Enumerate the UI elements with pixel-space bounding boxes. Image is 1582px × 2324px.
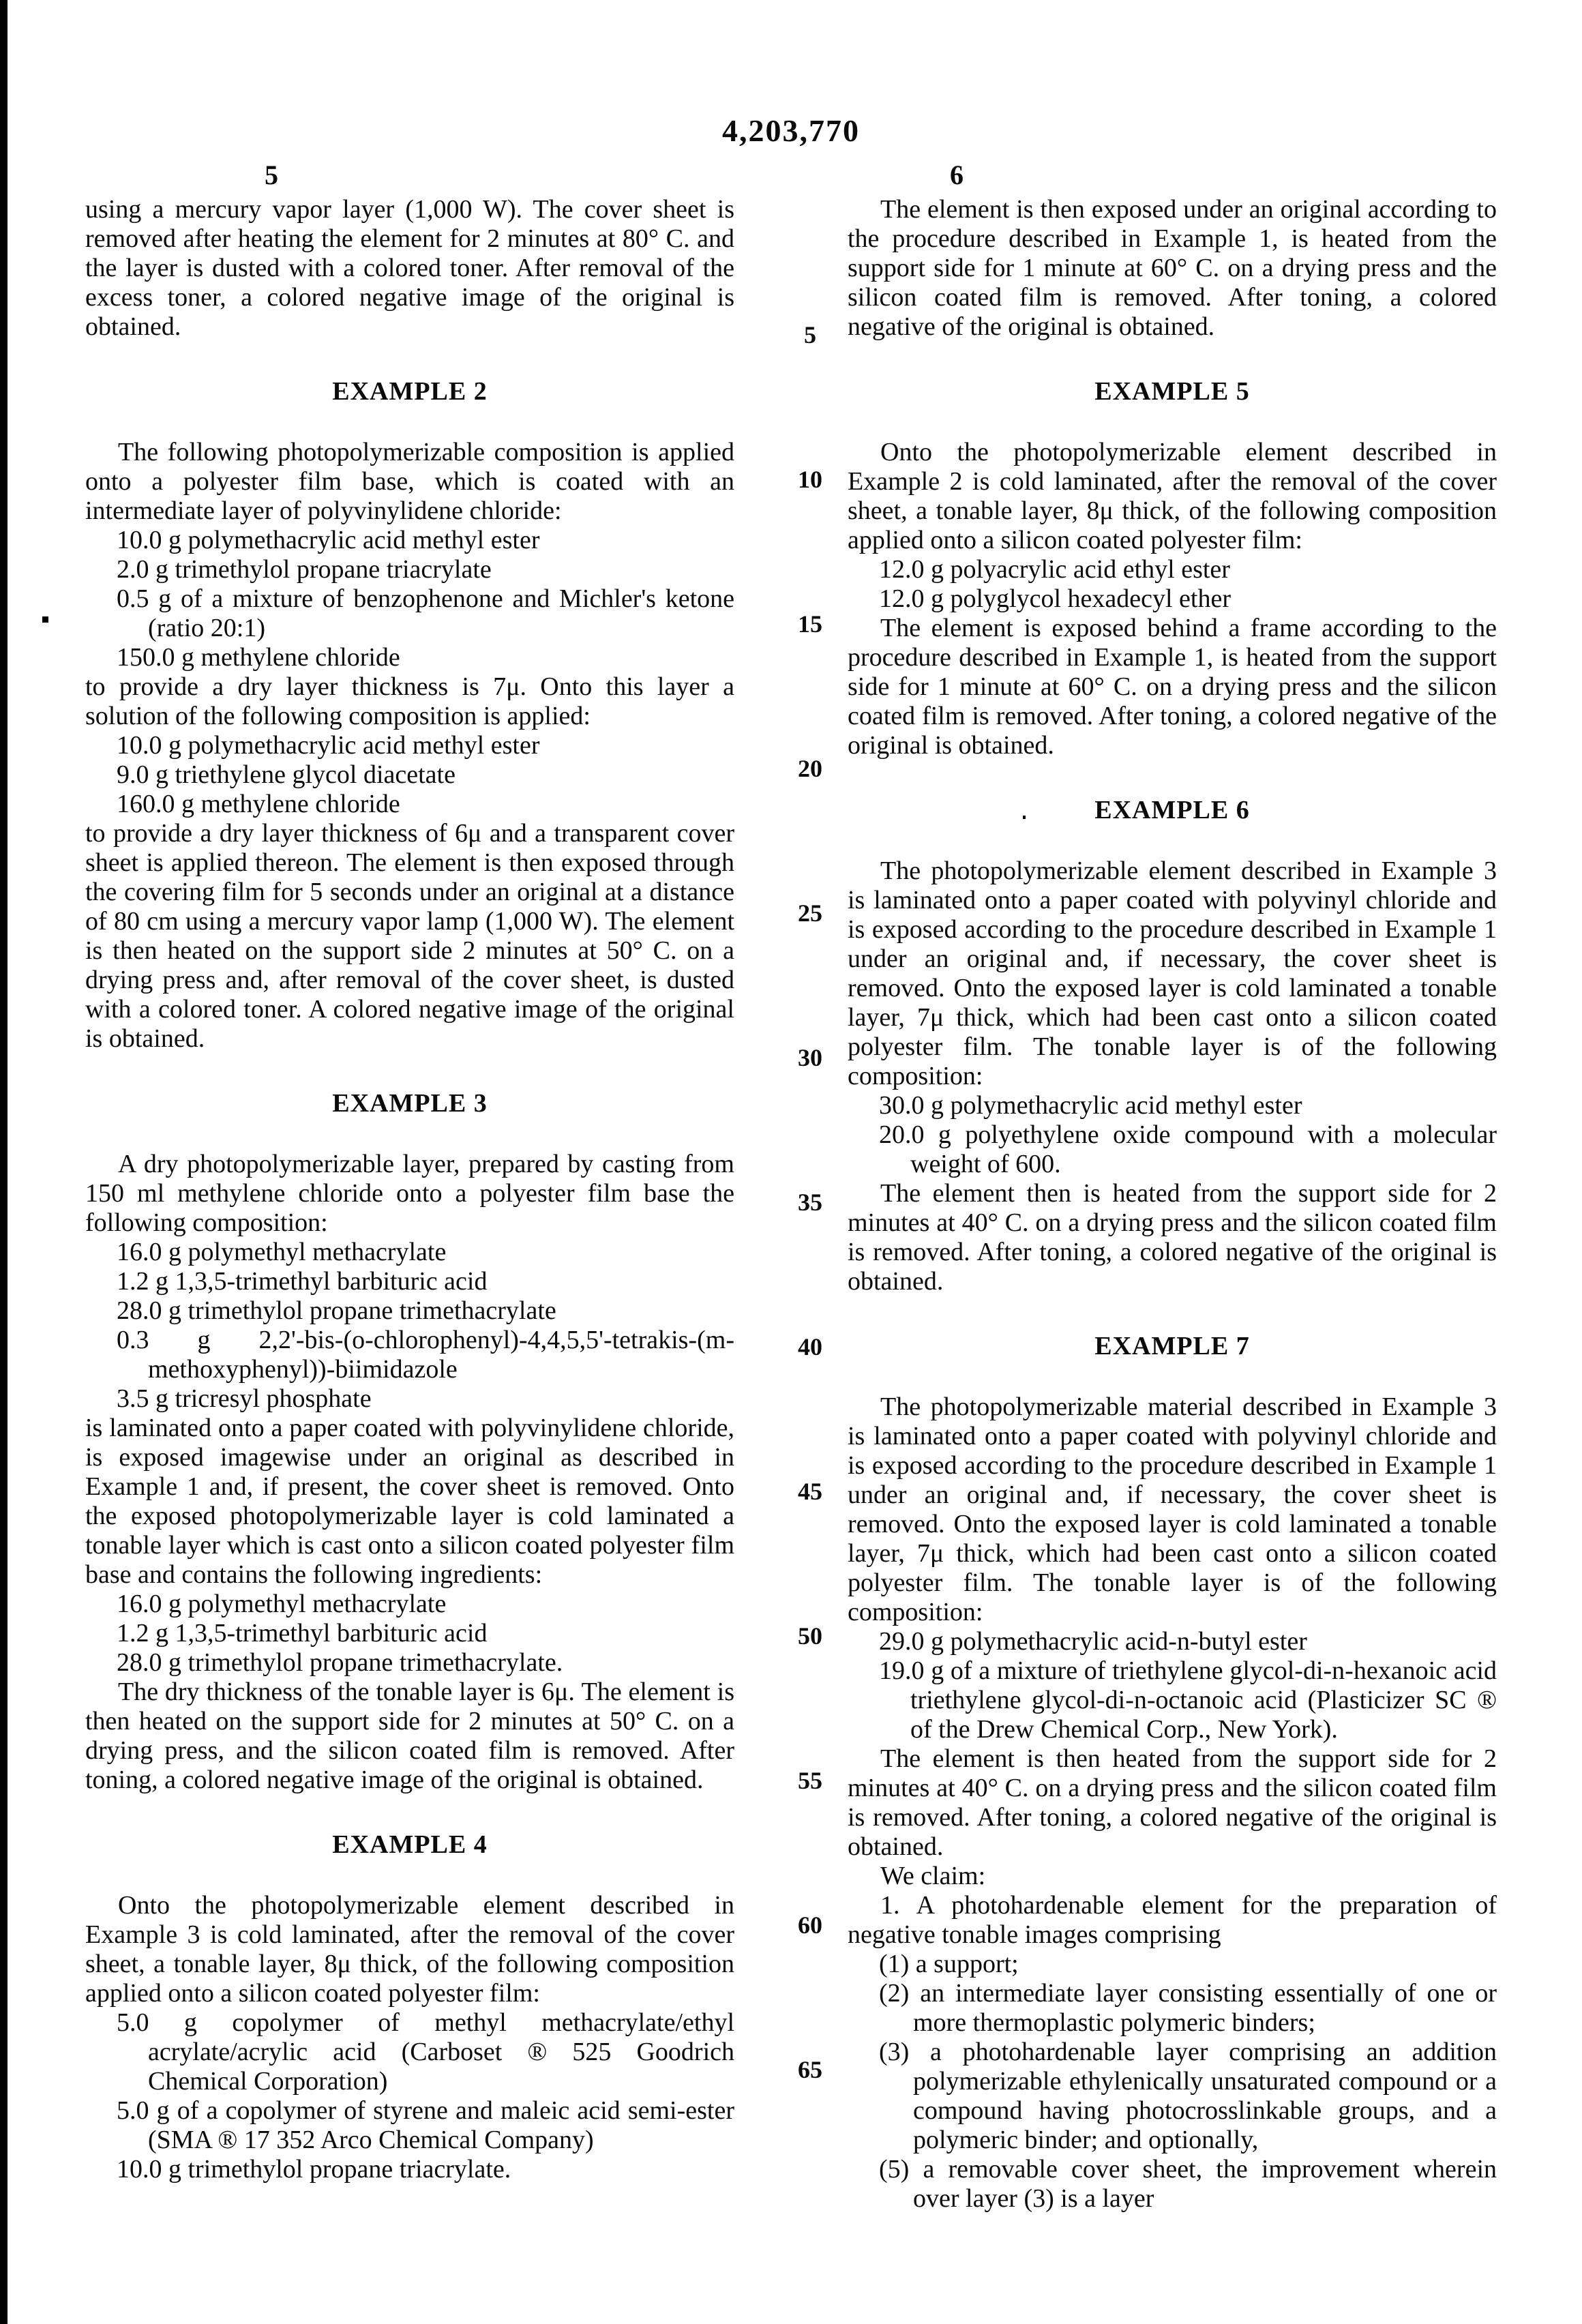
gutter-line-number: 20 [798,755,822,782]
gutter-line-number: 25 [798,899,822,927]
composition-item: 10.0 g polymethacrylic acid methyl ester [117,731,540,760]
composition-item: 0.3 g 2,2'-bis-(o-chlorophenyl)-4,4,5,5'-tetrakis-(m-methoxyphenyl))-biimidazole [117,1326,734,1384]
composition-item: 12.0 g polyglycol hexadecyl ether [879,584,1232,613]
paragraph: The element is then exposed under an original according to the procedure described in Example 1, is heated from the support side for 1 minute at 60° C. on a drying press and the silicon coated film is removed. After toning, a colored negative of the original is obtained. [848,195,1497,341]
composition-item: 10.0 g polymethacrylic acid methyl ester [117,526,540,554]
composition-item: 160.0 g methylene chloride [117,790,400,818]
paragraph: Onto the photopolymerizable element described in Example 3 is cold laminated, after the removal of the cover sheet, a tonable layer, 8μ thick, of the following composition applied onto a silicon coated polyester film: [85,1891,734,2008]
example-heading: EXAMPLE 5 [1094,377,1250,406]
paragraph: Onto the photopolymerizable element described in Example 2 is cold laminated, after the removal of the cover sheet, a tonable layer, 8μ thick, of the following composition applied onto a silicon coated polyester film: [848,438,1497,554]
composition-item: 12.0 g polyacrylic acid ethyl ester [879,555,1230,584]
composition-item: 10.0 g trimethylol propane triacrylate. [117,2155,511,2184]
gutter-line-number: 15 [798,610,822,638]
paragraph: 1. A photohardenable element for the preparation of negative tonable images comprising [848,1891,1497,1949]
gutter-line-number: 50 [798,1622,822,1650]
gutter-line-number: 10 [798,466,822,493]
gutter-line-number: 30 [798,1044,822,1071]
composition-item: 5.0 g copolymer of methyl methacrylate/ethyl acrylate/acrylic acid (Carboset ® 525 Goodrich Chemical Corporation) [117,2008,734,2096]
composition-item: 29.0 g polymethacrylic acid-n-butyl ester [879,1627,1307,1656]
paragraph: A dry photopolymerizable layer, prepared by casting from 150 ml methylene chloride onto a polyester film base the following composition: [85,1150,734,1237]
composition-item: 1.2 g 1,3,5-trimethyl barbituric acid [117,1267,488,1296]
composition-item: 19.0 g of a mixture of triethylene glycol-di-n-hexanoic acid triethylene glycol-di-n-octanoic acid (Plasticizer SC ® of the Drew Chemical Corp., New York). [879,1656,1497,1744]
claim-item: (5) a removable cover sheet, the improvement wherein over layer (3) is a layer [879,2155,1497,2213]
composition-item: 28.0 g trimethylol propane trimethacrylate [117,1296,556,1325]
example-heading: EXAMPLE 6 [1094,796,1250,824]
scan-edge-artifact [0,0,8,2324]
example-heading: EXAMPLE 7 [1094,1332,1250,1360]
gutter-line-number: 5 [804,321,816,348]
composition-item: 28.0 g trimethylol propane trimethacrylate. [117,1648,563,1677]
composition-item: 9.0 g triethylene glycol diacetate [117,760,456,789]
example-heading: EXAMPLE 3 [332,1089,488,1118]
gutter-line-number: 40 [798,1333,822,1360]
gutter-line-number: 55 [798,1767,822,1794]
composition-item: 1.2 g 1,3,5-trimethyl barbituric acid [117,1619,488,1648]
paragraph: using a mercury vapor layer (1,000 W). The cover sheet is removed after heating the element for 2 minutes at 80° C. and the layer is dusted with a colored toner. After removal of the excess toner, a colored negative image of the original is obtained. [85,195,734,341]
paragraph: is laminated onto a paper coated with polyvinylidene chloride, is exposed imagewise under an original as described in Example 1 and, if present, the cover sheet is removed. Onto the exposed photopolymerizable layer is cold laminated a tonable layer which is cast onto a silicon coated polyester film base and contains the following ingredients: [85,1414,734,1589]
paragraph: The element is then heated from the support side for 2 minutes at 40° C. on a drying press and the silicon coated film is removed. After toning, a colored negative of the original is obtained. [848,1744,1497,1861]
composition-item: 5.0 g of a copolymer of styrene and maleic acid semi-ester (SMA ® 17 352 Arco Chemical Company) [117,2096,734,2154]
claim-item: (2) an intermediate layer consisting essentially of one or more thermoplastic polymeric binders; [879,1979,1497,2037]
paragraph: The element then is heated from the support side for 2 minutes at 40° C. on a drying press and the silicon coated film is removed. After toning, a colored negative of the original is obtained. [848,1179,1497,1296]
paragraph: The following photopolymerizable composition is applied onto a polyester film base, which is coated with an intermediate layer of polyvinylidene chloride: [85,438,734,525]
example-heading: EXAMPLE 4 [332,1830,488,1859]
composition-item: 16.0 g polymethyl methacrylate [117,1238,447,1266]
scan-speck [42,616,48,623]
paragraph: We claim: [880,1862,986,1890]
paragraph: to provide a dry layer thickness of 6μ and a transparent cover sheet is applied thereon. The element is then exposed through the covering film for 5 seconds under an original at a distance of 80 cm using a mercury vapor lamp (1,000 W). The element is then heated on the support side 2 minutes at 50° C. on a drying press and, after removal of the cover sheet, is dusted with a colored toner. A colored negative image of the original is obtained. [85,819,734,1053]
composition-item: 0.5 g of a mixture of benzophenone and Michler's ketone (ratio 20:1) [117,584,734,642]
gutter-line-number: 65 [798,2056,822,2083]
claim-item: (3) a photohardenable layer comprising an addition polymerizable ethylenically unsaturated compound or a compound having photocrosslinkable groups, and a polymeric binder; and optionally, [879,2038,1497,2154]
composition-item: 2.0 g trimethylol propane triacrylate [117,555,492,584]
column-number-left: 5 [265,160,278,190]
paragraph: to provide a dry layer thickness is 7μ. Onto this layer a solution of the following composition is applied: [85,672,734,730]
patent-number: 4,203,770 [722,113,860,148]
paragraph: The photopolymerizable material described in Example 3 is laminated onto a paper coated with polyvinyl chloride and is exposed according to the procedure described in Example 1 under an original and, if necessary, the cover sheet is removed. Onto the exposed layer is cold laminated a tonable layer, 7μ thick, which had been cast onto a silicon coated polyester film. The tonable layer is of the following composition: [848,1392,1497,1626]
claim-item: (1) a support; [879,1950,1019,1978]
composition-item: 3.5 g tricresyl phosphate [117,1384,372,1413]
gutter-line-number: 45 [798,1478,822,1505]
composition-item: 30.0 g polymethacrylic acid methyl ester [879,1091,1302,1120]
example-heading: EXAMPLE 2 [332,377,488,406]
left-column [85,195,734,2184]
paragraph: The dry thickness of the tonable layer is 6μ. The element is then heated on the support side for 2 minutes at 50° C. on a drying press, and the silicon coated film is removed. After toning, a colored negative image of the original is obtained. [85,1678,734,1794]
gutter-line-number: 35 [798,1189,822,1216]
right-column [848,195,1497,2214]
composition-item: 20.0 g polyethylene oxide compound with a molecular weight of 600. [879,1120,1497,1178]
paragraph: The photopolymerizable element described in Example 3 is laminated onto a paper coated with polyvinyl chloride and is exposed according to the procedure described in Example 1 under an original and, if necessary, the cover sheet is removed. Onto the exposed layer is cold laminated a tonable layer, 7μ thick, which had been cast onto a silicon coated polyester film. The tonable layer is of the following composition: [848,856,1497,1090]
gutter-line-number: 60 [798,1911,822,1939]
column-number-right: 6 [950,160,964,190]
paragraph: The element is exposed behind a frame according to the procedure described in Example 1, is heated from the support side for 1 minute at 60° C. on a drying press and the silicon coated film is removed. After toning, a colored negative of the original is obtained. [848,614,1497,760]
composition-item: 16.0 g polymethyl methacrylate [117,1590,447,1618]
composition-item: 150.0 g methylene chloride [117,643,400,672]
